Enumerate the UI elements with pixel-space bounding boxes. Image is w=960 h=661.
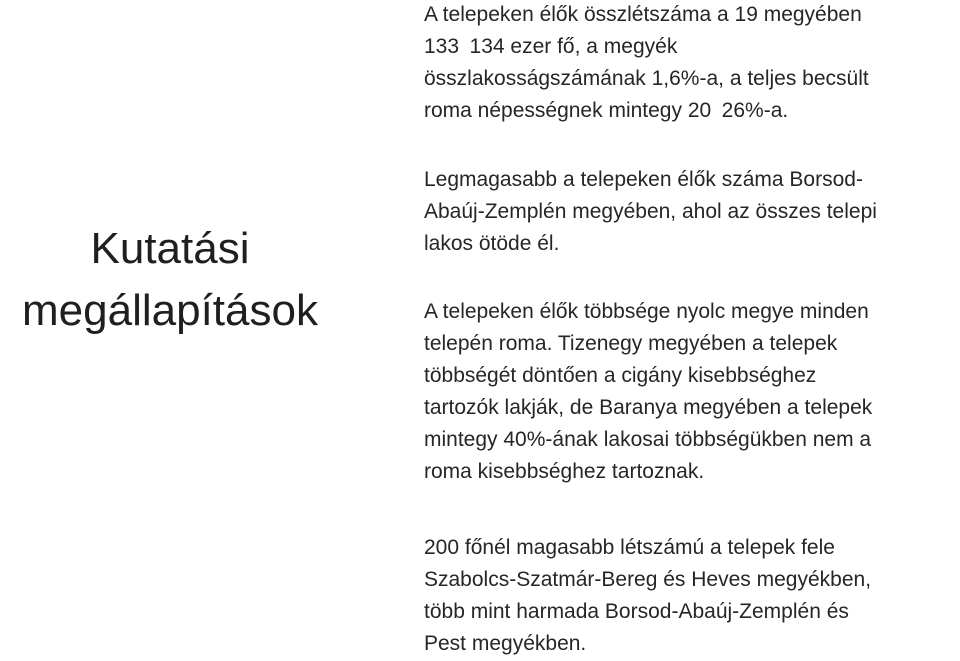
paragraph-settlement-size bbox=[424, 532, 954, 660]
text-line: Szabolcs-Szatmár-Bereg és Heves megyékben, bbox=[424, 568, 872, 591]
text-line: roma népességnek mintegy 20 26%-a. bbox=[424, 99, 789, 122]
text-line: tartozók lakják, de Baranya megyében a telepek bbox=[424, 396, 873, 419]
text-line: összlakosságszámának 1,6%-a, a teljes becsült bbox=[424, 67, 869, 90]
text-line: A telepeken élők többsége nyolc megye minden bbox=[424, 300, 869, 323]
text-line: 200 főnél magasabb létszámú a telepek fele bbox=[424, 536, 835, 559]
paragraph-population-total bbox=[424, 0, 954, 127]
text-line: Pest megyékben. bbox=[424, 632, 587, 655]
text-line: Abaúj-Zemplén megyében, ahol az összes telepi bbox=[424, 200, 877, 223]
text-line: 133 134 ezer fő, a megyék bbox=[424, 35, 678, 58]
text-line: roma kisebbséghez tartoznak. bbox=[424, 460, 705, 483]
paragraph-borsod bbox=[424, 164, 954, 260]
text-line: A telepeken élők összlétszáma a 19 megyében bbox=[424, 3, 862, 26]
text-line: telepén roma. Tizenegy megyében a telepek bbox=[424, 332, 838, 355]
text-line: több mint harmada Borsod-Abaúj-Zemplén és bbox=[424, 600, 849, 623]
text-line: többségét döntően a cigány kisebbséghez bbox=[424, 364, 817, 387]
slide-title bbox=[0, 218, 340, 342]
text-line: mintegy 40%-ának lakosai többségükben nem a bbox=[424, 428, 872, 451]
paragraph-majority-roma bbox=[424, 296, 954, 488]
text-line: lakos ötöde él. bbox=[424, 232, 560, 255]
slide-title-line: megállapítások bbox=[22, 286, 318, 335]
text-line: Legmagasabb a telepeken élők száma Borsod- bbox=[424, 168, 863, 191]
slide-title-line: Kutatási bbox=[90, 224, 250, 273]
